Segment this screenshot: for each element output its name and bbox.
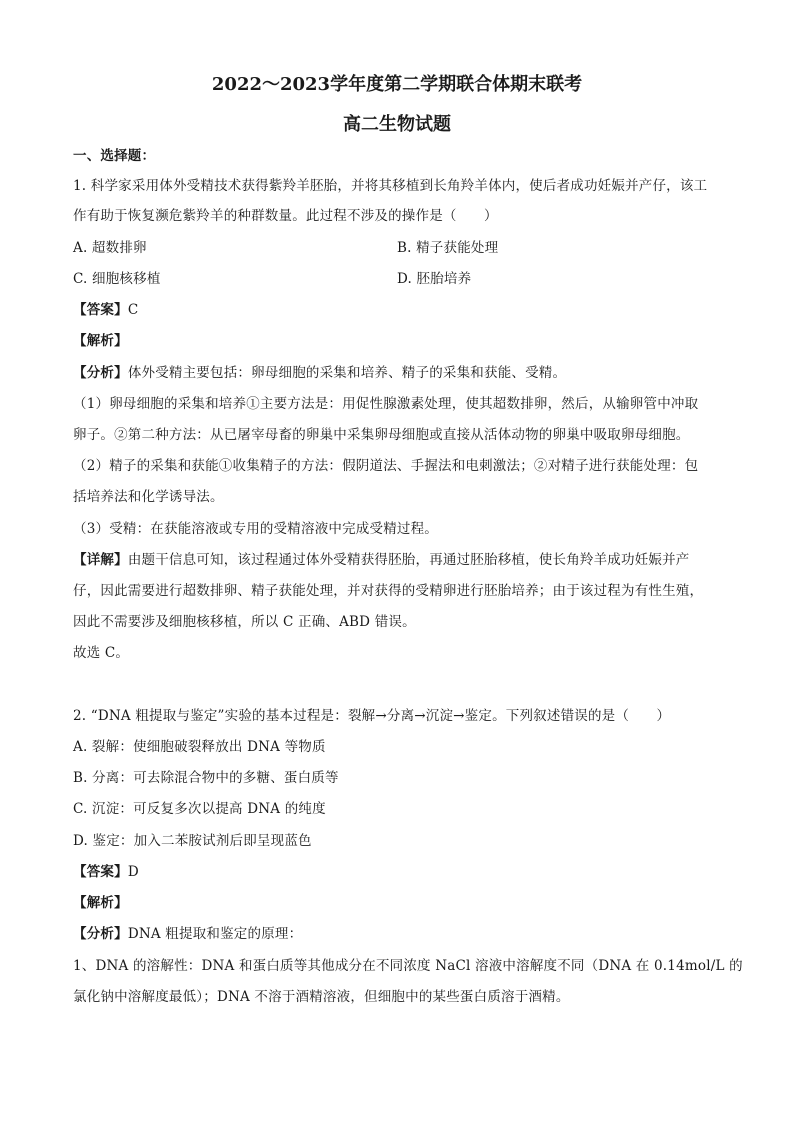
q2-point1-line2: 氯化钠中溶解度最低）；DNA 不溶于酒精溶液，但细胞中的某些蛋白质溶于酒精。 (73, 989, 570, 1005)
q1-point1-line1: （1）卵母细胞的采集和培养①主要方法是：用促性腺激素处理，使其超数排卵，然后，从输卵管中冲取 (73, 396, 699, 412)
q1-answer (73, 300, 723, 320)
q2-analysis-tag: 【解析】 (73, 895, 128, 911)
q2-fenxi-tag: 【分析】 (73, 926, 128, 942)
q1-xiangjie-line2: 仔，因此需要进行超数排卵、精子获能处理，并对获得的受精卵进行胚胎培养；由于该过程为有性生殖， (73, 583, 704, 599)
q1-fenxi (73, 363, 723, 383)
q1-stem-line2: 作有助于恢复濒危紫羚羊的种群数量。此过程不涉及的操作是（ ） (73, 208, 498, 224)
q2-option-d: D. 鉴定：加入二苯胺试剂后即呈现蓝色 (73, 833, 312, 849)
q1-option-b: B. 精子获能处理 (397, 240, 499, 256)
q1-answer-value: C (127, 302, 139, 318)
q1-point1-line2: 卵子。②第二种方法：从已屠宰母畜的卵巢中采集卵母细胞或直接从活体动物的卵巢中吸取卵母细胞。 (73, 427, 690, 443)
q1-point2-line1: （2）精子的采集和获能①收集精子的方法：假阴道法、手握法和电刺激法；②对精子进行获能处理：包 (73, 458, 699, 474)
q1-point2-line2: 括培养法和化学诱导法。 (73, 489, 224, 505)
q1-xiangjie-tag: 【详解】 (73, 552, 128, 568)
q2-fenxi-text: DNA 粗提取和鉴定的原理： (127, 926, 303, 942)
q1-fenxi-tag: 【分析】 (73, 365, 128, 381)
q2-answer (73, 862, 723, 882)
section-heading: 一、选择题： (73, 148, 156, 164)
q1-conclusion: 故选 C。 (73, 645, 130, 661)
q1-fenxi-text: 体外受精主要包括：卵母细胞的采集和培养、精子的采集和获能、受精。 (127, 365, 567, 381)
q2-point1-line1: 1、DNA 的溶解性：DNA 和蛋白质等其他成分在不同浓度 NaCl 溶液中溶解度不同（DNA 在 0.14mol/L 的 (73, 958, 743, 974)
q2-option-a: A. 裂解：使细胞破裂释放出 DNA 等物质 (73, 739, 326, 755)
exam-subtitle: 高二生物试题 (343, 114, 451, 135)
q1-xiangjie-line3: 因此不需要涉及细胞核移植，所以 C 正确、ABD 错误。 (73, 614, 416, 630)
q2-option-c: C. 沉淀：可反复多次以提高 DNA 的纯度 (73, 801, 326, 817)
q1-stem-line1: 1. 科学家采用体外受精技术获得紫羚羊胚胎，并将其移植到长角羚羊体内，使后者成功妊娠并产仔，该工 (73, 178, 708, 194)
q1-answer-tag: 【答案】 (73, 302, 128, 318)
q2-stem: 2. “DNA 粗提取与鉴定”实验的基本过程是：裂解→分离→沉淀→鉴定。下列叙述错误的是（ ） (73, 708, 671, 724)
q2-answer-value: D (127, 864, 139, 880)
q1-analysis-tag: 【解析】 (73, 333, 128, 349)
q2-answer-tag: 【答案】 (73, 864, 128, 880)
q1-xiangjie-text: 由题干信息可知，该过程通过体外受精获得胚胎，再通过胚胎移植，使长角羚羊成功妊娠并产 (127, 552, 690, 568)
q1-option-c: C. 细胞核移植 (73, 271, 161, 287)
q2-option-b: B. 分离：可去除混合物中的多糖、蛋白质等 (73, 770, 339, 786)
q1-xiangjie-line1 (73, 550, 723, 570)
q2-fenxi (73, 924, 723, 944)
q1-point3: （3）受精：在获能溶液或专用的受精溶液中完成受精过程。 (73, 521, 438, 537)
q1-option-a: A. 超数排卵 (73, 240, 147, 256)
exam-title: 2022～2023学年度第二学期联合体期末联考 (211, 74, 583, 95)
q1-option-d: D. 胚胎培养 (397, 271, 472, 287)
